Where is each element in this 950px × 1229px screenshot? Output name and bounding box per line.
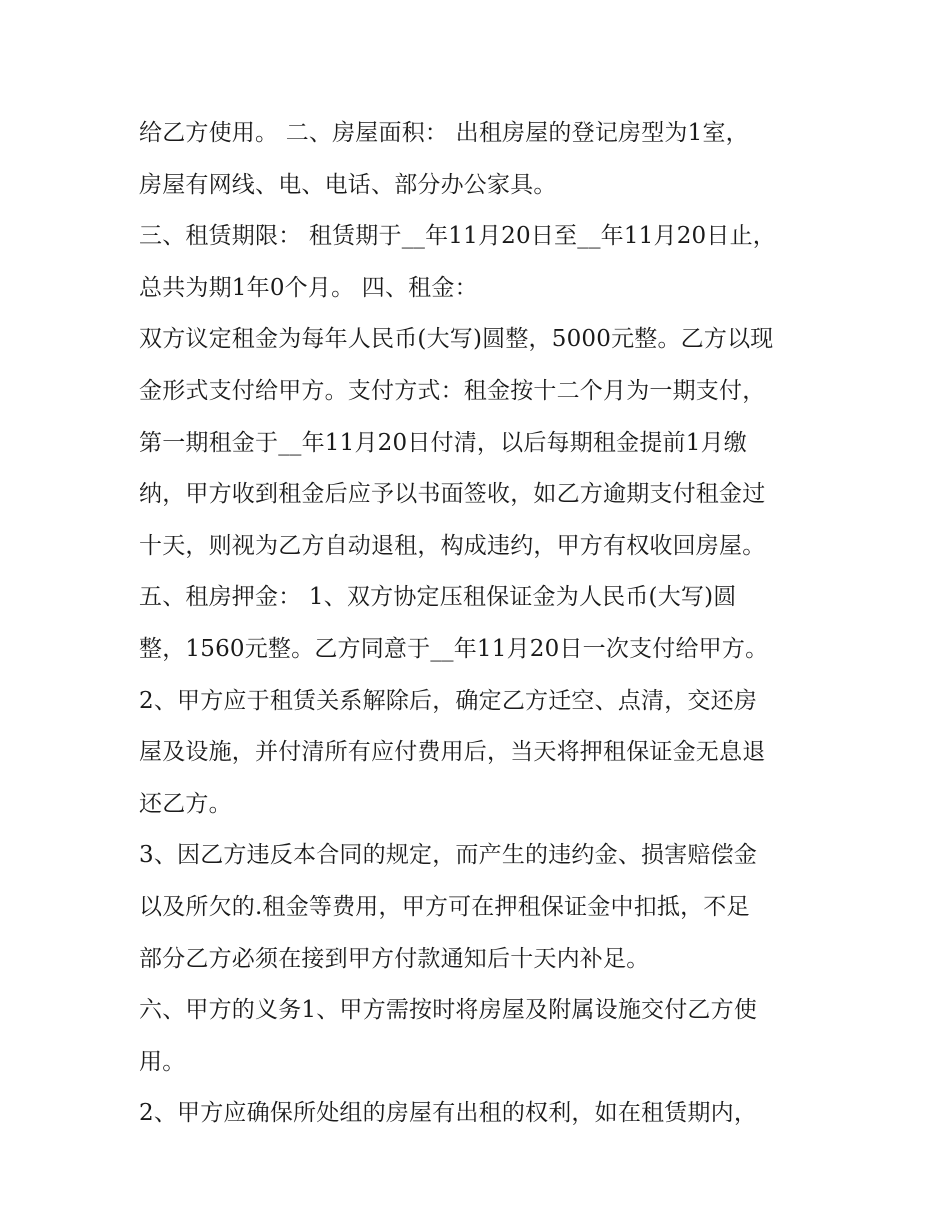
text-line: 三、租赁期限： 租赁期于__年11月20日至__年11月20日止， <box>139 223 776 250</box>
text-line: 纳，甲方收到租金后应予以书面签收，如乙方逾期支付租金过 <box>139 481 766 508</box>
text-line: 十天，则视为乙方自动退租，构成违约，甲方有权收回房屋。 <box>139 532 766 559</box>
text-line: 五、租房押金： 1、双方协定压租保证金为人民币(大写)圆 <box>139 584 737 611</box>
text-line: 双方议定租金为每年人民币(大写)圆整，5000元整。乙方以现 <box>139 326 774 353</box>
text-line: 金形式支付给甲方。支付方式：租金按十二个月为一期支付， <box>139 377 766 404</box>
document-body <box>139 108 819 1140</box>
text-line: 用。 <box>139 1048 186 1075</box>
text-line: 部分乙方必须在接到甲方付款通知后十天内补足。 <box>139 945 650 972</box>
text-line: 整，1560元整。乙方同意于__年11月20日一次支付给甲方。 <box>139 635 769 662</box>
text-line: 以及所欠的.租金等费用，甲方可在押租保证金中扣抵，不足 <box>139 893 750 920</box>
text-line: 2、甲方应确保所处组的房屋有出租的权利，如在租赁期内， <box>139 1100 758 1127</box>
text-line: 房屋有网线、电、电话、部分办公家具。 <box>139 171 557 198</box>
text-line: 还乙方。 <box>139 790 232 817</box>
text-line: 2、甲方应于租赁关系解除后，确定乙方迁空、点清，交还房 <box>139 687 758 714</box>
text-line: 第一期租金于__年11月20日付清，以后每期租金提前1月缴 <box>139 429 747 456</box>
text-line: 六、甲方的义务1、甲方需按时将房屋及附属设施交付乙方使 <box>139 997 758 1024</box>
text-line: 屋及设施，并付清所有应付费用后，当天将押租保证金无息退 <box>139 739 766 766</box>
text-line: 3、因乙方违反本合同的规定，而产生的违约金、损害赔偿金 <box>139 842 758 869</box>
text-line: 给乙方使用。 二、房屋面积： 出租房屋的登记房型为1室， <box>139 120 749 146</box>
text-line: 总共为期1年0个月。 四、租金： <box>139 274 478 301</box>
